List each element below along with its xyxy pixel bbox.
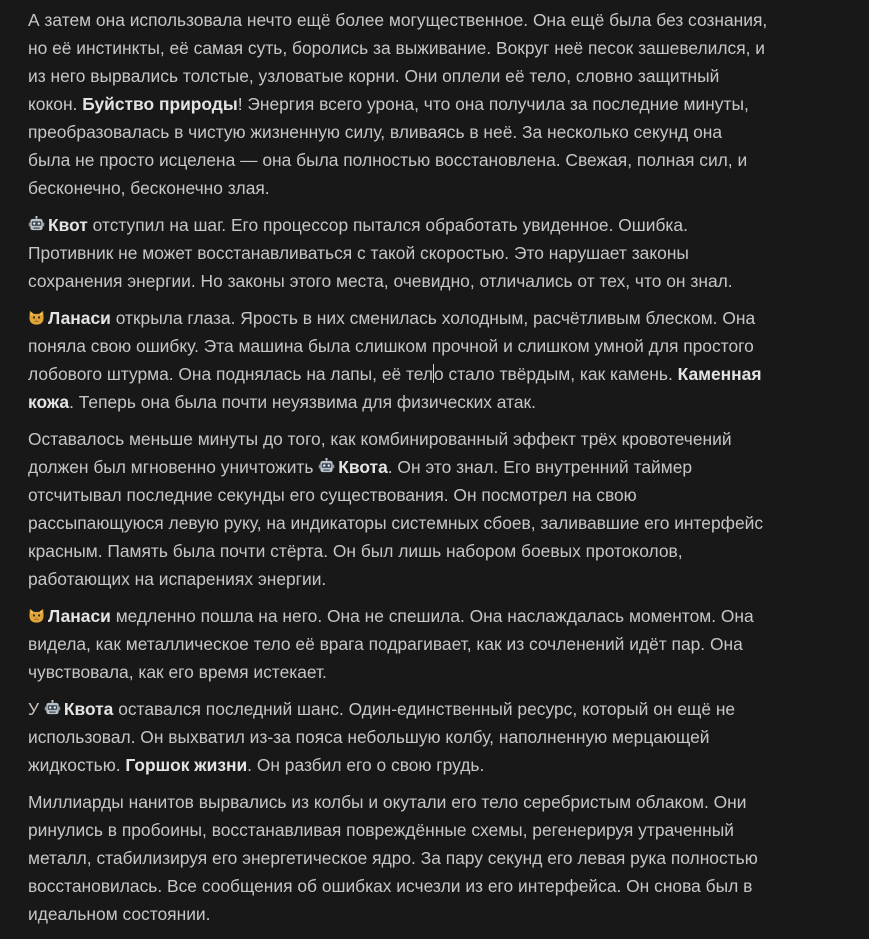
paragraph	[28, 695, 768, 779]
bold-term: Ланаси	[48, 308, 111, 328]
story-text	[28, 6, 768, 928]
paragraph-text: открыла глаза. Ярость в них сменилась холодным, расчётливым блеском. Она поняла свою ошибку. Эта машина была слишком прочной и слишком умной для простого лобового штурма. Она поднялась на лапы, её тел	[28, 308, 756, 384]
bold-term: Квота	[63, 699, 114, 719]
paragraph	[28, 6, 768, 202]
paragraph-text: медленно пошла на него. Она не спешила. Она наслаждалась моментом. Она видела, как металлическое тело её врага подрагивает, как из сочленений идёт пар. Она чувствовала, как его время истекает.	[28, 606, 754, 682]
bold-term: Каменная кожа	[28, 364, 762, 412]
paragraph-text: Миллиарды нанитов вырвались из колбы и окутали его тело серебристым облаком. Они ринулись в пробоины, восстанавливая повреждённые схемы, регенерируя утраченный металл, стабилизируя его энергетическое ядро. За пару секунд его левая рука полностью восстановилась. Все сообщения об ошибках исчезли из его интерфейса. Он снова был в идеальном состоянии.	[28, 792, 758, 924]
paragraph	[28, 304, 768, 416]
cat-icon	[28, 607, 45, 624]
cat-icon	[28, 309, 45, 326]
robot-icon	[28, 216, 45, 233]
paragraph	[28, 425, 768, 593]
paragraph	[28, 211, 768, 295]
paragraph-text: оставался последний шанс. Один-единственный ресурс, который он ещё не использовал. Он выхватил из-за пояса небольшую колбу, наполненную мерцающей жидкостью.	[28, 699, 736, 775]
paragraph	[28, 788, 768, 928]
robot-icon	[44, 700, 61, 717]
paragraph-text: . Он это знал. Его внутренний таймер отсчитывал последние секунды его существования. Он посмотрел на свою рассыпающуюся левую руку, на индикаторы системных сбоев, заливавшие его интерфейс красным. Память была почти стёрта. Он был лишь набором боевых протоколов, работающих на испарениях энергии.	[28, 457, 764, 589]
paragraph-text: о стало твёрдым, как камень.	[434, 364, 678, 384]
bold-term: Ланаси	[48, 606, 111, 626]
bold-term: Квота	[338, 457, 388, 477]
paragraph-text: . Он разбил его о свою грудь.	[247, 755, 485, 775]
paragraph-text: . Теперь она была почти неуязвима для физических атак.	[69, 392, 536, 412]
paragraph-text: ! Энергия всего урона, что она получила за последние минуты, преобразовалась в чистую жизненную силу, вливаясь в неё. За несколько секунд она была не просто исцелена — она была полностью восстановлена. Свежая, полная сил, и бесконечно, бесконечно злая.	[28, 94, 749, 198]
paragraph-text: Оставалось меньше минуты до того, как комбинированный эффект трёх кровотечений должен был мгновенно уничтожить	[28, 429, 732, 477]
paragraph-text: У	[28, 699, 44, 719]
robot-icon	[318, 458, 335, 475]
paragraph-text: А затем она использовала нечто ещё более могущественное. Она ещё была без сознания, но её инстинкты, её самая суть, боролись за выживание. Вокруг неё песок зашевелился, и из него вырвались толстые, узловатые корни. Они оплели её тело, словно защитный кокон.	[28, 10, 768, 114]
bold-term: Буйство природы	[82, 94, 238, 114]
paragraph-text: отступил на шаг. Его процессор пытался обработать увиденное. Ошибка. Противник не может восстанавливаться с такой скоростью. Это нарушает законы сохранения энергии. Но законы этого места, очевидно, отличались от тех, что он знал.	[28, 215, 733, 291]
paragraph	[28, 602, 768, 686]
bold-term: Квот	[48, 215, 88, 235]
bold-term: Горшок жизни	[125, 755, 248, 775]
